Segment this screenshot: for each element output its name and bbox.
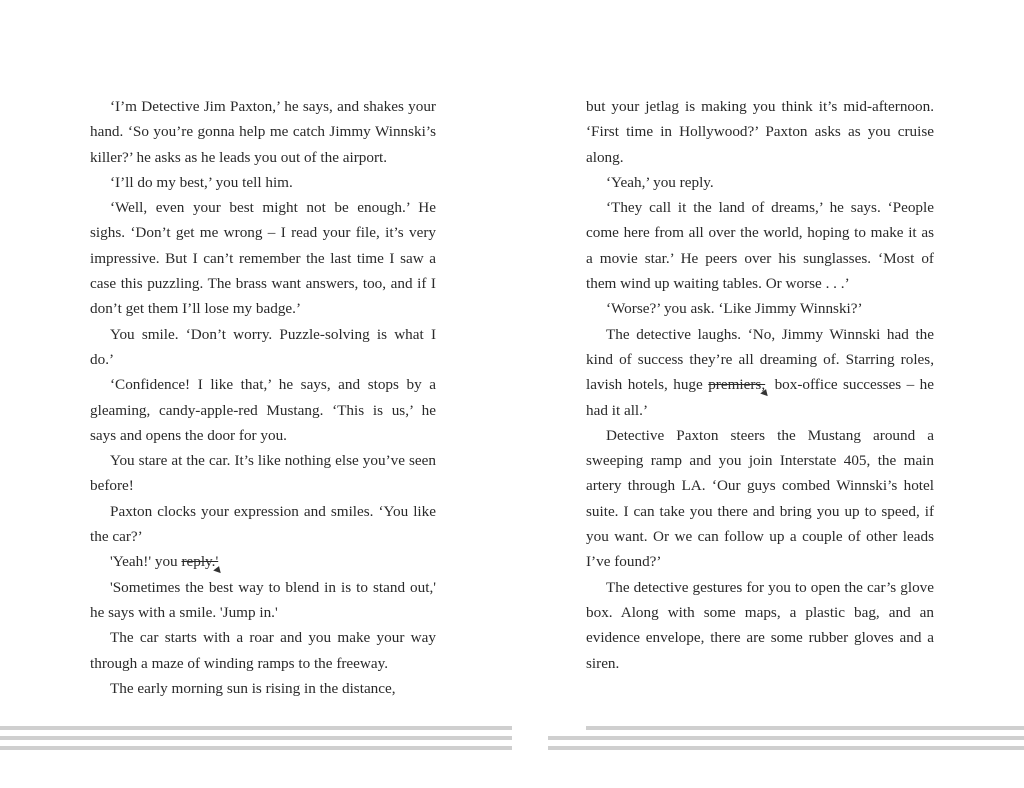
right-footer-rule: [586, 726, 1024, 730]
paragraph-text: box-office successes – he had it all.’: [586, 376, 935, 419]
paragraph: Paxton clocks your expression and smiles. ‘You like the car?’: [90, 502, 436, 546]
paragraph: ‘Well, even your best might not be enough.’ He sighs. ‘Don’t get me wrong – I read your file, it’s very impressive. But I can’t remember the last time I saw a case this puzzling. The brass want answers, too, and if I don’t get them I’ll lose my badge.’: [90, 199, 436, 318]
paragraph: The detective gestures for you to open the car’s glove box. Along with some maps, a plastic bag, and an evidence envelope, there are some rubber gloves and a siren.: [586, 578, 934, 672]
paragraph: You smile. ‘Don’t worry. Puzzle-solving is what I do.’: [90, 325, 436, 368]
paragraph: ‘I’m Detective Jim Paxton,’ he says, and shakes your hand. ‘So you’re gonna help me catch Jimmy Winnski’s killer?’ he asks as he leads you out of the airport.: [90, 98, 436, 166]
insertion-caret-icon: [760, 388, 770, 396]
struck-text: reply.': [181, 553, 219, 571]
paragraph: ‘Worse?’ you ask. ‘Like Jimmy Winnski?’: [606, 300, 863, 318]
paragraph-premiers: [586, 322, 934, 423]
left-page: [90, 94, 436, 701]
paragraph: 'Sometimes the best way to blend in is to stand out,' he says with a smile. 'Jump in.': [90, 578, 436, 621]
left-footer-rule: [0, 736, 512, 740]
insertion-caret-icon: [213, 565, 223, 573]
paragraph: You stare at the car. It’s like nothing else you’ve seen before!: [90, 452, 436, 495]
right-page: [586, 94, 934, 676]
paragraph: ‘I’ll do my best,’ you tell him.: [110, 173, 293, 191]
paragraph-reply: [90, 549, 436, 574]
paragraph-text: The detective laughs. ‘No, Jimmy Winnski had the kind of success they’re all dreaming of. Starring roles, lavish hotels, huge: [586, 325, 934, 394]
right-footer-rule: [548, 736, 1024, 740]
struck-text: premiers,: [708, 376, 766, 394]
paragraph: ‘Yeah,’ you reply.: [606, 173, 714, 191]
left-footer-rule: [0, 746, 512, 750]
paragraph: The car starts with a roar and you make your way through a maze of winding ramps to the freeway.: [90, 629, 436, 672]
paragraph: ‘They call it the land of dreams,’ he says. ‘People come here from all over the world, hoping to make it as a movie star.’ He peers over his sunglasses. ‘Most of them wind up waiting tables. Or worse . . .’: [586, 199, 934, 293]
paragraph: but your jetlag is making you think it’s mid-afternoon. ‘First time in Hollywood?’ Paxton asks as you cruise along.: [586, 98, 934, 166]
left-footer-rule: [0, 726, 512, 730]
right-footer-rule: [548, 746, 1024, 750]
paragraph: Detective Paxton steers the Mustang around a sweeping ramp and you join Interstate 405, the main artery through LA. ‘Our guys combed Winnski’s hotel suite. I can take you there and bring you up to speed, if you want. Or we can follow up a couple of other leads I’ve found?’: [586, 426, 934, 571]
paragraph: The early morning sun is rising in the distance,: [110, 679, 396, 697]
paragraph: ‘Confidence! I like that,’ he says, and stops by a gleaming, candy-apple-red Mustang. ‘This is us,’ he says and opens the door for you.: [90, 376, 436, 444]
reply-text: 'Yeah!' you: [110, 553, 182, 571]
